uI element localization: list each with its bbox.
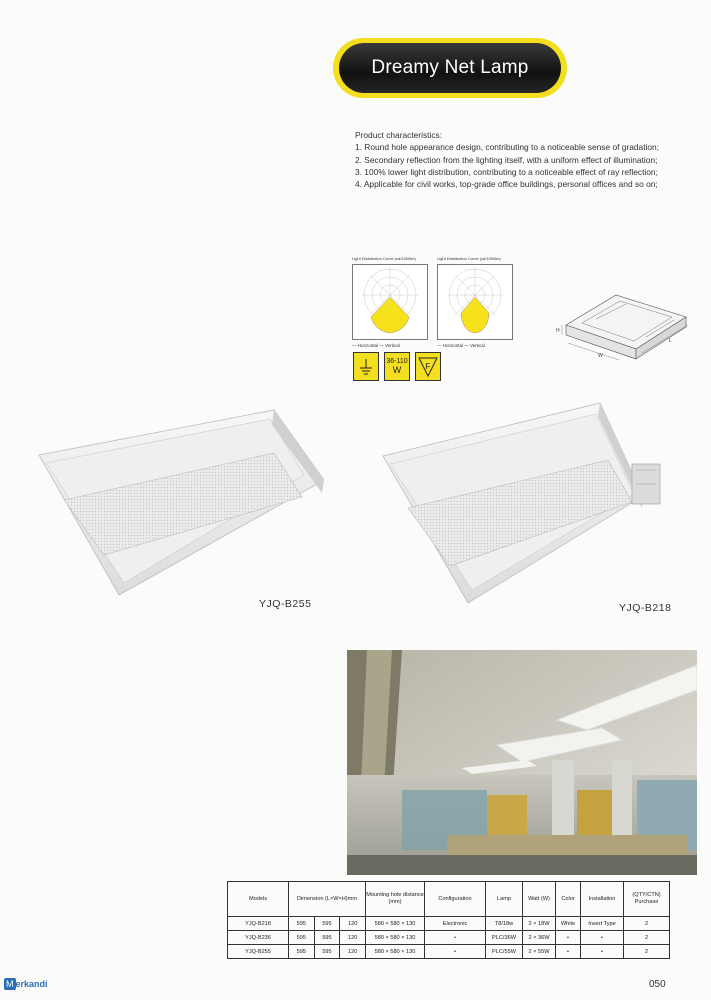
cell-config: • (425, 931, 486, 945)
col-configuration: Configuration (425, 882, 486, 917)
length-letter: L (669, 338, 672, 344)
cell-l: 595 (289, 917, 315, 931)
cell-color: • (556, 945, 581, 959)
light-distribution-chart-1 (352, 256, 427, 348)
col-lamp: Lamp (486, 882, 523, 917)
cell-watt: 2 × 55W (523, 945, 556, 959)
cell-h: 120 (340, 931, 366, 945)
cell-config: Electronic (425, 917, 486, 931)
cell-install: • (581, 945, 624, 959)
page-title: Dreamy Net Lamp (339, 43, 561, 93)
chart-caption: Light Distribution Curve (cd/1000lm) (437, 256, 501, 261)
cell-hole: 580 × 580 × 130 (366, 945, 425, 959)
cell-lamp: PLC/55W (486, 945, 523, 959)
cell-w: 595 (314, 931, 340, 945)
logo-initial: M (6, 979, 14, 989)
voltage-unit: W (392, 364, 402, 375)
cell-install: • (581, 931, 624, 945)
table-row (228, 931, 670, 945)
table-row (228, 917, 670, 931)
table-row (228, 945, 670, 959)
col-mounting-hole: Mounting hole distance (mm) (366, 882, 425, 917)
cell-h: 120 (340, 945, 366, 959)
cell-config: • (425, 945, 486, 959)
product-image-yjq-b255 (34, 405, 326, 595)
chart-legend: — Horizontal — Vertical (437, 343, 485, 348)
f-mark-letter: F (425, 361, 431, 371)
cell-color: White (556, 917, 581, 931)
cell-watt: 2 × 36W (523, 931, 556, 945)
product-characteristics (355, 129, 700, 190)
col-color: Color (556, 882, 581, 917)
col-installation: Installation (581, 882, 624, 917)
cell-qty: 2 (624, 931, 670, 945)
logo-text: erkandi (15, 979, 48, 989)
characteristic-item: 3. 100% lower light distribution, contributing to a noticeable effect of ray reflection; (355, 166, 658, 177)
col-dimension: Dimension (L×W×H)mm (289, 882, 366, 917)
col-watt: Watt (W) (523, 882, 556, 917)
office-installation-photo (347, 650, 697, 875)
polar-diagram (437, 264, 513, 340)
model-label-yjq-b218: YJQ-B218 (619, 602, 672, 614)
model-label-yjq-b255: YJQ-B255 (259, 598, 312, 610)
cell-l: 595 (289, 945, 315, 959)
cell-l: 595 (289, 931, 315, 945)
cell-w: 595 (314, 945, 340, 959)
table-header-row (228, 882, 670, 917)
cell-model: YJQ-B255 (228, 945, 289, 959)
cell-hole: 580 × 580 × 130 (366, 917, 425, 931)
cell-qty: 2 (624, 945, 670, 959)
cell-hole: 580 × 580 × 130 (366, 931, 425, 945)
cell-w: 595 (314, 917, 340, 931)
col-models: Models (228, 882, 289, 917)
cell-install: Insert Type (581, 917, 624, 931)
characteristic-item: 2. Secondary reflection from the lighting itself, with a uniform effect of illumination; (355, 154, 658, 165)
characteristic-item: 4. Applicable for civil works, top-grade office buildings, personal offices and so on; (355, 179, 658, 190)
cell-model: YJQ-B236 (228, 931, 289, 945)
cell-watt: 2 × 18W (523, 917, 556, 931)
page-number: 050 (649, 979, 666, 990)
voltage-badge (384, 352, 410, 381)
merkandi-logo (4, 979, 48, 989)
height-letter: H (556, 328, 560, 334)
specification-table (227, 881, 670, 959)
cell-lamp: T8/18w (486, 917, 523, 931)
chart-caption: Light Distribution Curve (cd/1000lm) (352, 256, 416, 261)
title-banner (333, 38, 567, 98)
cell-h: 120 (340, 917, 366, 931)
characteristic-item: 1. Round hole appearance design, contributing to a noticeable sense of gradation; (355, 142, 660, 153)
polar-diagram (352, 264, 428, 340)
voltage-range: 36-110 (386, 357, 408, 365)
product-image-yjq-b218 (378, 398, 664, 608)
dimension-sketch (556, 285, 692, 360)
f-mark-icon (415, 352, 441, 381)
ground-symbol-icon (353, 352, 379, 381)
light-distribution-chart-2 (437, 256, 512, 348)
cell-color: • (556, 931, 581, 945)
cell-lamp: PLC/36W (486, 931, 523, 945)
cell-model: YJQ-B218 (228, 917, 289, 931)
width-letter: W (598, 353, 603, 359)
cell-qty: 2 (624, 917, 670, 931)
col-qty: (QTY/CTN) Purchase (624, 882, 670, 917)
characteristics-header: Product characteristics: (355, 130, 443, 140)
chart-legend: — Horizontal — Vertical (352, 343, 400, 348)
